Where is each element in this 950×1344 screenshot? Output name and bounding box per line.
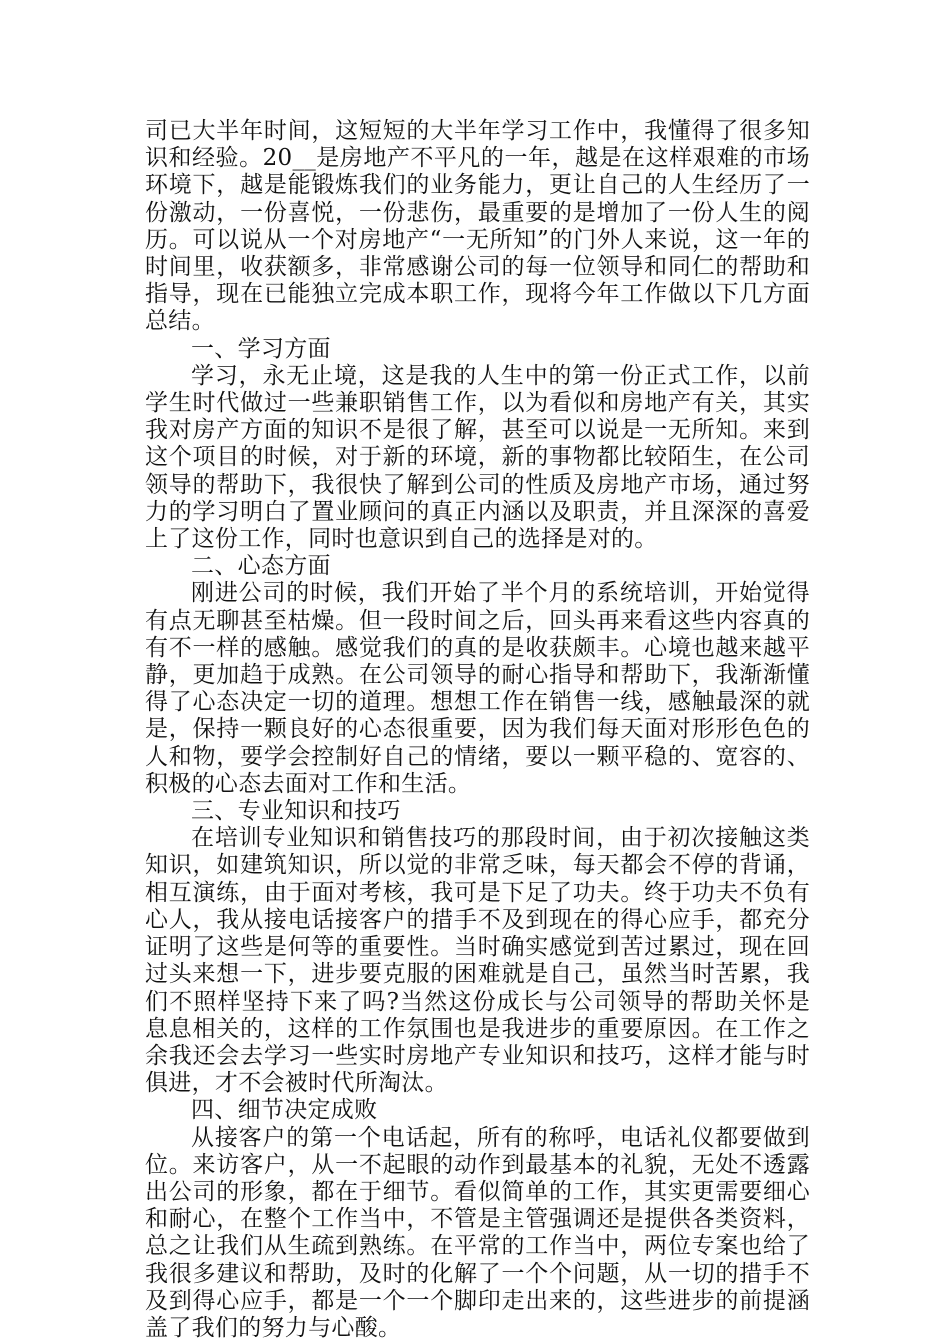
section-body-skills: 在培训专业知识和销售技巧的那段时间，由于初次接触这类知识，如建筑知识，所以觉的非常乏味，每天都会不停的背诵，相互演练，由于面对考核，我可是下足了功夫。终于功夫不负有心人，我从接电话接客户的措手不及到现在的得心应手，都充分证明了这些是何等的重要性。当时确实感觉到苦过累过，现在回过头来想一下，进步要克服的困难就是自己，虽然当时苦累，我们不照样坚持下来了吗?当然这份成长与公司领导的帮助关怀是息息相关的，这样的工作氛围也是我进步的重要原因。在工作之余我还会去学习一些实时房地产专业知识和技巧，这样才能与时俱进，才不会被时代所淘汰。 <box>145 825 810 1097</box>
document-body <box>145 118 810 1342</box>
section-heading-study: 一、学习方面 <box>191 335 331 362</box>
section-heading-mindset: 二、心态方面 <box>191 553 331 580</box>
section-body-details: 从接客户的第一个电话起，所有的称呼，电话礼仪都要做到位。来访客户，从一不起眼的动作到最基本的礼貌，无处不透露出公司的形象，都在于细节。看似简单的工作，其实更需要细心和耐心，在整个工作当中，不管是主管强调还是提供各类资料，总之让我们从生疏到熟练。在平常的工作当中，两位专案也给了我很多建议和帮助，及时的化解了一个个问题，从一切的措手不及到得心应手，都是一个一个脚印走出来的，这些进步的前提涵盖了我们的努力与心酸。 <box>145 1124 810 1341</box>
intro-paragraph: 司已大半年时间，这短短的大半年学习工作中，我懂得了很多知识和经验。20__是房地产不平凡的一年，越是在这样艰难的市场环境下，越是能锻炼我们的业务能力，更让自己的人生经历了一份激动，一份喜悦，一份悲伤，最重要的是增加了一份人生的阅历。可以说从一个对房地产“一无所知”的门外人来说，这一年的时间里，收获额多，非常感谢公司的每一位领导和同仁的帮助和指导，现在已能独立完成本职工作，现将今年工作做以下几方面总结。 <box>145 118 810 335</box>
section-heading-skills: 三、专业知识和技巧 <box>191 798 401 825</box>
section-body-study: 学习，永无止境，这是我的人生中的第一份正式工作，以前学生时代做过一些兼职销售工作，以为看似和房地产有关，其实我对房产方面的知识不是很了解，甚至可以说是一无所知。来到这个项目的时候，对于新的环境，新的事物都比较陌生，在公司领导的帮助下，我很快了解到公司的性质及房地产市场，通过努力的学习明白了置业顾问的真正内涵以及职责，并且深深的喜爱上了这份工作，同时也意识到自己的选择是对的。 <box>145 362 810 553</box>
section-heading-details: 四、细节决定成败 <box>191 1097 378 1124</box>
section-body-mindset: 刚进公司的时候，我们开始了半个月的系统培训，开始觉得有点无聊甚至枯燥。但一段时间之后，回头再来看这些内容真的有不一样的感触。感觉我们的真的是收获颇丰。心境也越来越平静，更加趋于成熟。在公司领导的耐心指导和帮助下，我渐渐懂得了心态决定一切的道理。想想工作在销售一线，感触最深的就是，保持一颗良好的心态很重要，因为我们每天面对形形色色的人和物，要学会控制好自己的情绪，要以一颗平稳的、宽容的、积极的心态去面对工作和生活。 <box>145 580 810 797</box>
